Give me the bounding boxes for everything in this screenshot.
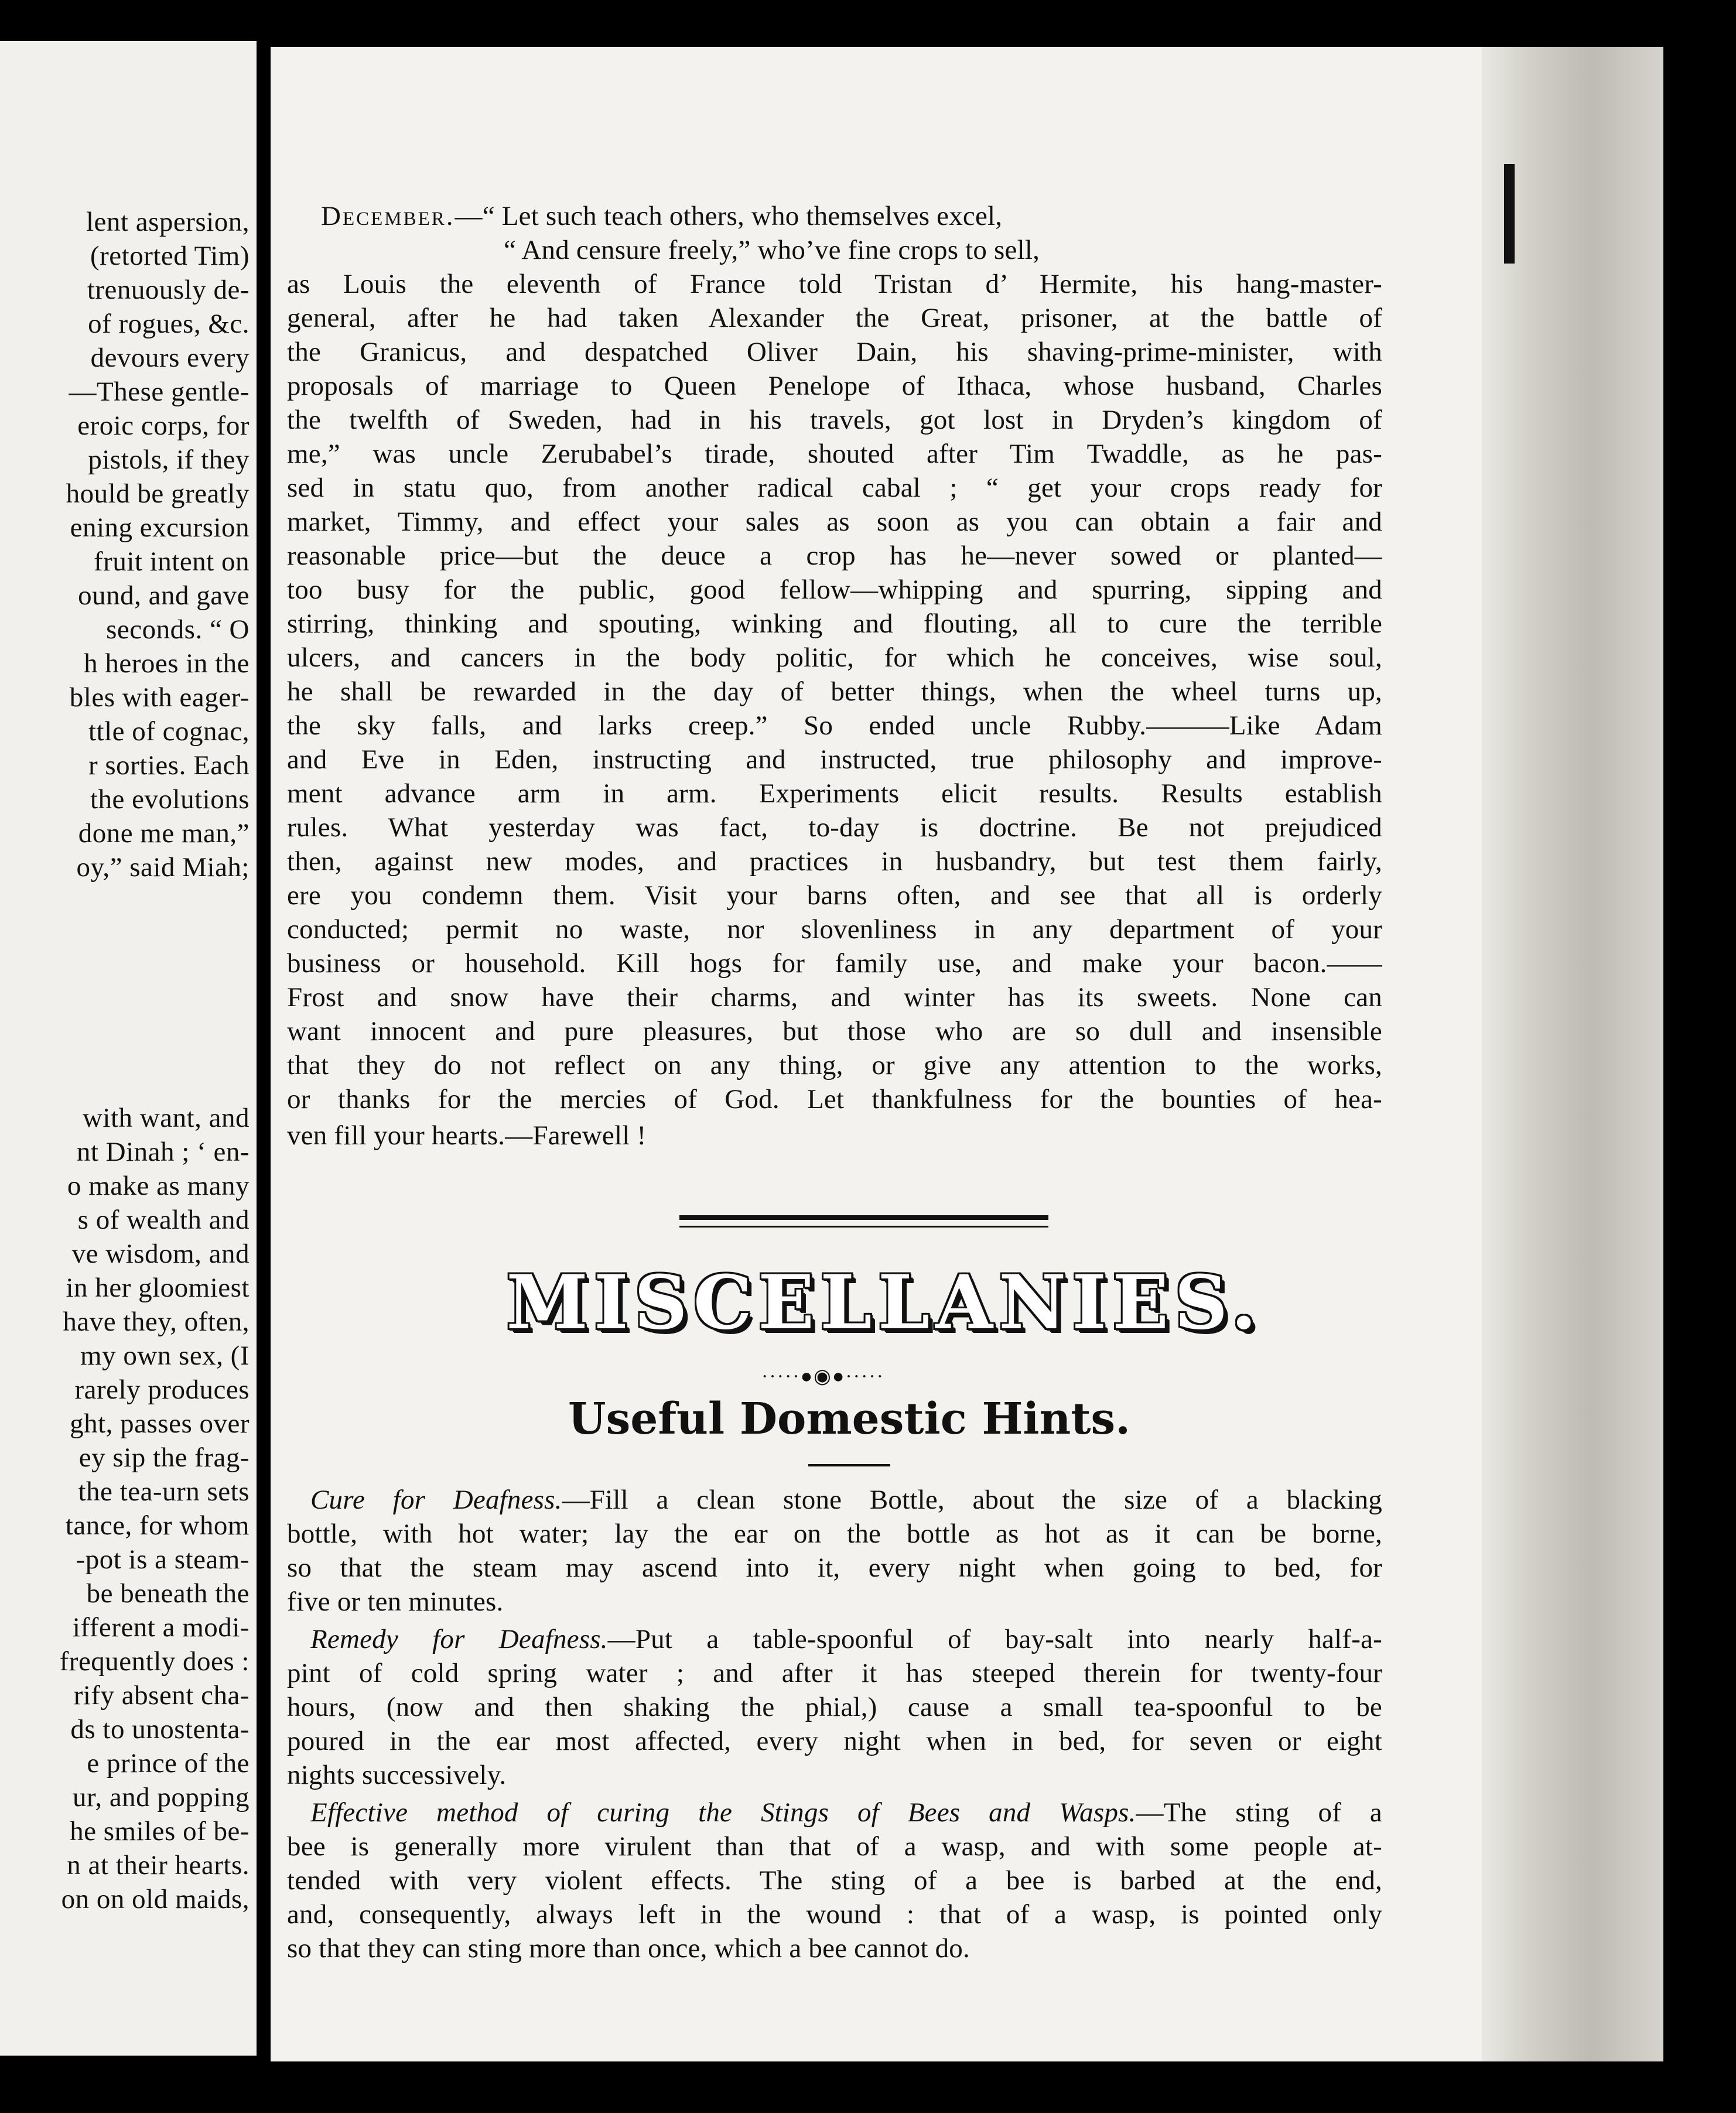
left-page-line: —These gentle-: [69, 377, 250, 407]
december-paragraph-line: business or household. Kill hogs for family use, and make your bacon.——: [287, 948, 1382, 979]
left-page-line: -pot is a steam-: [76, 1544, 250, 1575]
left-page-line: with want, and: [82, 1103, 250, 1133]
stings-first-line: [310, 1796, 1382, 1830]
left-page-line: ening excursion: [70, 512, 250, 543]
left-page-line: ds to unostenta-: [70, 1714, 250, 1745]
stings-line: —The sting of a: [1136, 1797, 1382, 1828]
deafness-line: so that the steam may ascend into it, every night when going to bed, for: [287, 1553, 1382, 1583]
farewell-line: ven fill your hearts.—Farewell !: [287, 1120, 647, 1151]
december-paragraph-line: and Eve in Eden, instructing and instructed, true philosophy and improve-: [287, 744, 1382, 775]
left-page-line: ound, and gave: [78, 580, 250, 611]
left-page-line: pistols, if they: [88, 445, 250, 475]
left-page-line: ttle of cognac,: [88, 716, 250, 747]
left-page-line: rarely produces: [74, 1375, 250, 1405]
december-paragraph-line: ulcers, and cancers in the body politic, for which he conceives, wise soul,: [287, 642, 1382, 673]
left-page-line: o make as many: [67, 1171, 250, 1201]
december-paragraph-line: or thanks for the mercies of God. Let thankfulness for the bounties of hea-: [287, 1084, 1382, 1114]
ornament-divider: ·····●◉●·····: [761, 1366, 884, 1387]
stings-line: tended with very violent effects. The sting of a bee is barbed at the end,: [287, 1865, 1382, 1896]
left-page-line: lent aspersion,: [86, 207, 250, 237]
left-page-fragment: [0, 41, 257, 2056]
left-page-line: devours every: [90, 343, 250, 373]
december-paragraph-line: rules. What yesterday was fact, to-day is doctrine. Be not prejudiced: [287, 812, 1382, 843]
deafness-first-line: [310, 1483, 1382, 1517]
deafness-last-line: five or ten minutes.: [287, 1587, 504, 1617]
left-page-line: on on old maids,: [61, 1884, 250, 1914]
left-page-line: have they, often,: [63, 1307, 250, 1337]
left-page-line: ifferent a modi-: [72, 1612, 250, 1643]
remedy-line: hours, (now and then shaking the phial,) cause a small tea-spoonful to be: [287, 1692, 1382, 1722]
remedy-line: —Put a table-spoonful of bay-salt into nearly half-a-: [607, 1624, 1382, 1654]
deafness-line: —Fill a clean stone Bottle, about the size of a blacking: [562, 1485, 1382, 1515]
deafness-line: bottle, with hot water; lay the ear on the bottle as hot as it can be borne,: [287, 1519, 1382, 1549]
poem-line-1: —“ Let such teach others, who themselves excel,: [454, 201, 1003, 231]
left-page-line: ey sip the frag-: [78, 1442, 250, 1473]
december-paragraph-line: then, against new modes, and practices in husbandry, but test them fairly,: [287, 846, 1382, 877]
left-page-line: ur, and popping: [73, 1782, 250, 1813]
december-paragraph-line: ere you condemn them. Visit your barns often, and see that all is orderly: [287, 880, 1382, 911]
miscellanies-heading: MISCELLANIES.: [506, 1259, 1263, 1346]
left-page-line: rify absent cha-: [73, 1680, 250, 1711]
left-page-line: my own sex, (I: [80, 1341, 250, 1371]
left-page-line: done me man,”: [78, 818, 250, 849]
left-page-line: bles with eager-: [69, 682, 250, 713]
stings-line: and, consequently, always left in the wound : that of a wasp, is pointed only: [287, 1899, 1382, 1930]
left-page-line: ve wisdom, and: [71, 1239, 250, 1269]
remedy-line: poured in the ear most affected, every night when in bed, for seven or eight: [287, 1726, 1382, 1756]
remedy-first-line: [310, 1622, 1382, 1656]
remedy-line: pint of cold spring water ; and after it has steeped therein for twenty-four: [287, 1658, 1382, 1688]
left-page-line: in her gloomiest: [66, 1273, 250, 1303]
december-paragraph-line: me,” was uncle Zerubabel’s tirade, shouted after Tim Twaddle, as he pas-: [287, 439, 1382, 469]
december-paragraph-line: the Granicus, and despatched Oliver Dain, his shaving-prime-minister, with: [287, 337, 1382, 367]
left-page-line: hould be greatly: [66, 478, 250, 509]
december-paragraph-line: he shall be rewarded in the day of better things, when the wheel turns up,: [287, 676, 1382, 707]
december-paragraph-line: sed in statu quo, from another radical cabal ; “ get your crops ready for: [287, 473, 1382, 503]
left-page-line: s of wealth and: [77, 1205, 250, 1235]
december-paragraph-line: as Louis the eleventh of France told Tristan d’ Hermite, his hang-master-: [287, 269, 1382, 299]
left-page-line: he smiles of be-: [70, 1816, 250, 1847]
useful-domestic-hints-heading: Useful Domestic Hints.: [568, 1394, 1130, 1444]
left-page-line: the evolutions: [90, 784, 250, 815]
december-paragraph-line: conducted; permit no waste, nor slovenliness in any department of your: [287, 914, 1382, 945]
left-page-line: ght, passes over: [70, 1408, 250, 1439]
left-page-line: frequently does :: [59, 1646, 250, 1677]
double-rule-top: [679, 1215, 1048, 1220]
left-page-line: (retorted Tim): [90, 241, 250, 271]
december-paragraph-line: Frost and snow have their charms, and winter has its sweets. None can: [287, 982, 1382, 1013]
december-paragraph-line: too busy for the public, good fellow—whipping and spurring, sipping and: [287, 575, 1382, 605]
remedy-last-line: nights successively.: [287, 1760, 507, 1790]
december-paragraph-line: that they do not reflect on any thing, or give any attention to the works,: [287, 1050, 1382, 1081]
left-page-line: nt Dinah ; ‘ en-: [76, 1137, 250, 1167]
december-paragraph-line: the sky falls, and larks creep.” So ended uncle Rubby.———Like Adam: [287, 710, 1382, 741]
stings-title: Effective method of curing the Stings of Bees and Wasps.: [310, 1797, 1136, 1828]
december-paragraph-line: want innocent and pure pleasures, but those who are so dull and insensible: [287, 1016, 1382, 1047]
december-paragraph-line: proposals of marriage to Queen Penelope of Ithaca, whose husband, Charles: [287, 371, 1382, 401]
stings-line: bee is generally more virulent than that of a wasp, and with some people at-: [287, 1831, 1382, 1862]
page-edge: [1482, 47, 1663, 2061]
december-label: December.: [321, 201, 455, 231]
left-page-line: be beneath the: [86, 1578, 250, 1609]
december-paragraph-line: ment advance arm in arm. Experiments elicit results. Results establish: [287, 778, 1382, 809]
stings-last-line: so that they can sting more than once, which a bee cannot do.: [287, 1933, 970, 1964]
deafness-title: Cure for Deafness.: [310, 1485, 562, 1515]
december-paragraph-line: reasonable price—but the deuce a crop has he—never sowed or planted—: [287, 541, 1382, 571]
december-paragraph-line: stirring, thinking and spouting, winking and flouting, all to cure the terrible: [287, 608, 1382, 639]
december-paragraph-line: market, Timmy, and effect your sales as soon as you can obtain a fair and: [287, 507, 1382, 537]
left-page-line: oy,” said Miah;: [76, 852, 250, 883]
left-page-line: r sorties. Each: [88, 750, 250, 781]
subheading-rule: [808, 1464, 890, 1466]
december-line: [321, 199, 1416, 233]
left-page-line: e prince of the: [87, 1748, 250, 1779]
left-page-line: trenuously de-: [87, 275, 250, 305]
left-page-line: n at their hearts.: [67, 1850, 250, 1880]
left-page-line: tance, for whom: [65, 1510, 250, 1541]
left-page-line: the tea-urn sets: [78, 1476, 250, 1507]
left-page-line: seconds. “ O: [106, 614, 250, 645]
left-page-line: h heroes in the: [84, 648, 250, 679]
double-rule-bottom: [679, 1226, 1048, 1228]
left-page-line: of rogues, &c.: [88, 309, 250, 339]
december-paragraph-line: the twelfth of Sweden, had in his travels, got lost in Dryden’s kingdom of: [287, 405, 1382, 435]
remedy-title: Remedy for Deafness.: [310, 1624, 608, 1654]
poem-line-2: “ And censure freely,” who’ve fine crops to sell,: [504, 235, 1040, 265]
left-page-line: eroic corps, for: [77, 411, 250, 441]
left-page-line: fruit intent on: [94, 546, 250, 577]
december-paragraph-line: general, after he had taken Alexander the Great, prisoner, at the battle of: [287, 303, 1382, 333]
